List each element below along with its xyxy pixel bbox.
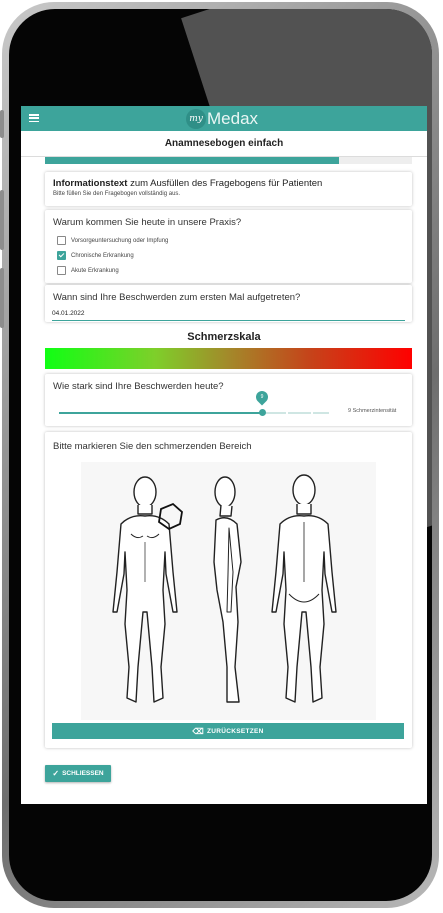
info-title-rest: zum Ausfüllen des Fragebogens für Patienten <box>127 178 323 189</box>
logo-badge: my <box>186 109 206 129</box>
pain-scale-title: Schmerzskala <box>187 331 261 343</box>
body-front-figure <box>113 477 177 702</box>
reason-card <box>45 210 412 283</box>
reason-option[interactable] <box>57 233 412 248</box>
app-bar <box>21 106 427 131</box>
slider-tick <box>311 412 313 414</box>
body-map-question: Bitte markieren Sie den schmerzenden Bereich <box>53 441 252 452</box>
pain-marker[interactable] <box>159 504 182 529</box>
check-icon: ✓ <box>52 769 60 778</box>
onset-card <box>45 285 412 322</box>
reason-option-label: Vorsorgeuntersuchung oder Impfung <box>71 237 169 244</box>
reason-option[interactable] <box>57 248 412 263</box>
intensity-question: Wie stark sind Ihre Beschwerden heute? <box>53 381 224 392</box>
phone-side-button <box>0 268 4 328</box>
checkbox-checked-icon[interactable] <box>57 251 66 260</box>
phone-side-button <box>0 190 4 250</box>
intensity-slider-thumb[interactable] <box>259 409 266 416</box>
progress-bar <box>45 157 412 164</box>
reset-button-label: ZURÜCKSETZEN <box>206 727 264 735</box>
onset-date-input[interactable]: 04.01.2022 <box>52 308 405 321</box>
info-title <box>53 178 404 189</box>
reason-option-label: Akute Erkrankung <box>71 267 119 274</box>
page-title: Anamnesebogen einfach <box>21 131 427 157</box>
onset-question: Wann sind Ihre Beschwerden zum ersten Mal aufgetreten? <box>53 292 301 303</box>
close-button[interactable] <box>45 765 111 782</box>
body-side-figure <box>214 477 241 702</box>
body-map-card <box>45 432 412 748</box>
progress-fill <box>45 157 339 164</box>
reset-button[interactable] <box>52 723 404 739</box>
backspace-icon: ⌫ <box>192 726 204 736</box>
intensity-slider-fill <box>59 412 262 414</box>
intensity-value-bubble <box>253 389 270 406</box>
checkbox-unchecked-icon[interactable] <box>57 236 66 245</box>
app-screen <box>21 106 427 804</box>
body-map-canvas[interactable] <box>81 462 376 720</box>
intensity-label: 9 Schmerzintensität <box>348 408 397 414</box>
app-logo <box>186 107 258 130</box>
reason-options <box>45 233 412 278</box>
info-card <box>45 172 412 206</box>
phone-side-button <box>0 110 4 138</box>
hamburger-menu-icon[interactable] <box>29 114 39 122</box>
reason-option[interactable] <box>57 263 412 278</box>
intensity-card <box>45 374 412 426</box>
logo-text: Medax <box>207 108 259 128</box>
slider-tick <box>286 412 288 414</box>
intensity-value: 9 <box>260 394 263 400</box>
reason-question: Warum kommen Sie heute in unsere Praxis? <box>53 217 242 228</box>
reason-option-label: Chronische Erkrankung <box>71 252 134 259</box>
checkbox-unchecked-icon[interactable] <box>57 266 66 275</box>
body-figures-drawing <box>81 462 376 720</box>
info-title-bold: Informationstext <box>53 178 128 189</box>
pain-scale-gradient <box>45 348 412 369</box>
close-button-label: SCHLIESSEN <box>62 770 104 777</box>
info-subtitle: Bitte füllen Sie den Fragebogen vollständig aus. <box>53 191 181 197</box>
body-back-figure <box>272 475 336 702</box>
